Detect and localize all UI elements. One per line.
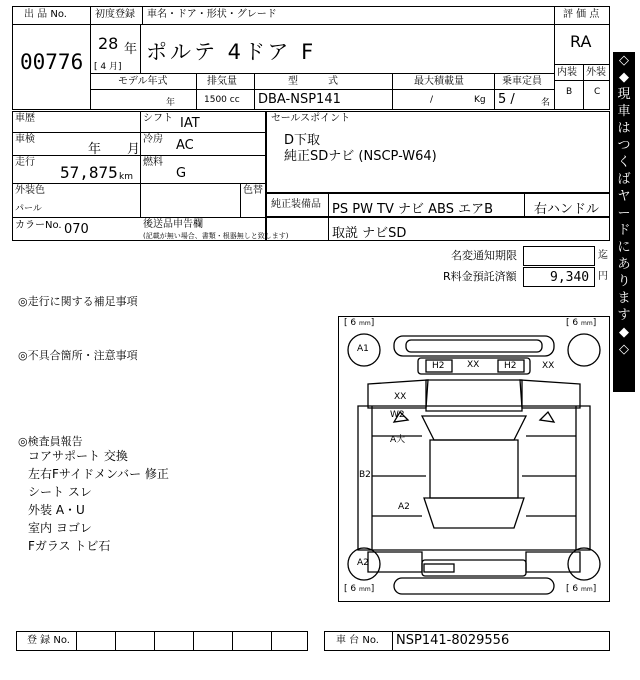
model-code-value: DBA-NSP141: [258, 92, 341, 107]
car-outline: [338, 316, 610, 602]
banner-char: ヤ: [617, 189, 631, 204]
tire-rear-right-depth: [ 6 mm]: [566, 584, 597, 594]
inspector-report-label: ◎検査員報告: [18, 435, 83, 448]
banner-char: ◇: [619, 342, 629, 357]
inspector-report-list: [28, 447, 169, 555]
mark-front-left: A1: [357, 344, 369, 354]
registration-label: 登 録 No.: [27, 635, 70, 646]
shift-label: シフト: [143, 113, 173, 124]
banner-char: ー: [617, 206, 631, 221]
capacity-unit: 名: [541, 98, 551, 108]
inspection-label: 車検: [15, 134, 35, 145]
name-change-label: 名変通知期限: [451, 249, 517, 262]
banner-char: す: [617, 308, 631, 323]
banner-char: ま: [617, 291, 631, 306]
banner-char: り: [617, 274, 631, 289]
model-year-label: モデル年式: [118, 76, 168, 87]
interior-grade: B: [566, 87, 573, 97]
exterior-color-label: 外装色: [15, 185, 45, 196]
mileage-label: 走行: [15, 157, 35, 168]
mark-side-left: B2: [359, 470, 371, 480]
max-load-unit: Kg: [474, 95, 486, 105]
exterior-color-value: パール: [15, 204, 42, 214]
exterior-label: 外装: [586, 67, 606, 78]
driving-notes-label: ◎走行に関する補足事項: [18, 295, 138, 308]
recycle-value: 9,340: [550, 270, 590, 285]
model-year-unit: 年: [166, 98, 176, 108]
model-code-label: 型 式: [288, 76, 338, 87]
banner-char: あ: [617, 257, 631, 272]
defects-label: ◎不具合箇所・注意事項: [18, 349, 138, 362]
sales-point-2: 純正SDナビ (NSCP-W64): [284, 149, 437, 164]
recolor-label: 色替: [243, 185, 263, 196]
displacement-label: 排気量: [207, 76, 237, 87]
first-registration-month: [ 4 月]: [94, 62, 122, 72]
banner-char: に: [617, 240, 631, 255]
manual-row: [266, 217, 610, 241]
steering-value: 右ハンドル: [534, 202, 600, 217]
mark-rear-left: A2: [357, 558, 369, 568]
shift-value: IAT: [180, 116, 200, 131]
displacement-value: 1500 cc: [204, 95, 240, 105]
lot-number-label: 出 品 No.: [24, 9, 67, 20]
name-change-unit: 迄: [598, 250, 608, 261]
name-change-field: [523, 246, 595, 266]
mark-hood: XX: [467, 360, 480, 370]
tire-rear-left-depth: [ 6 mm]: [344, 584, 375, 594]
tire-front-left-depth: [ 6 mm]: [344, 318, 375, 328]
ac-value: AC: [176, 138, 194, 153]
inspector-report-line: 室内 ヨゴレ: [28, 521, 92, 535]
max-load-label: 最大積載量: [414, 76, 464, 87]
inspector-report-line: シート スレ: [28, 485, 92, 499]
documents-label: 後送品申告欄: [143, 219, 203, 230]
mark-fender-left-xx: XX: [394, 392, 407, 402]
mark-fender-right: XX: [542, 361, 555, 371]
equipment-value: PS PW TV ナビ ABS エアB: [332, 202, 494, 217]
equipment-label: 純正装備品: [271, 199, 321, 210]
manual-value: 取説 ナビSD: [332, 226, 407, 241]
banner-char: 現: [617, 87, 631, 102]
mark-rear-side-left: A2: [398, 502, 410, 512]
lot-number: 00776: [20, 50, 84, 74]
max-load-slash: /: [430, 95, 434, 105]
banner-char: 車: [617, 104, 631, 119]
capacity-label: 乗車定員: [502, 76, 542, 87]
documents-note: (記載が無い場合、書類・根器無しと致します): [143, 232, 289, 240]
mileage-value: 57,875: [60, 163, 118, 182]
overall-score: RA: [570, 32, 592, 51]
yard-location-banner: [613, 52, 635, 392]
inspector-report-line: Fガラス トビ石: [28, 539, 111, 553]
chassis-number: NSP141-8029556: [396, 633, 510, 648]
sales-point-1: D下取: [284, 133, 321, 148]
banner-char: ド: [617, 223, 631, 238]
capacity-value: 5 /: [498, 92, 515, 107]
history-label: 車歴: [15, 113, 35, 124]
vehicle-name: ポルテ 4ドア F: [146, 40, 317, 64]
first-registration-label: 初度登録: [95, 9, 135, 20]
interior-label: 内装: [557, 67, 577, 78]
banner-char: ◇: [619, 53, 629, 68]
color-number-label: カラーNo.: [15, 220, 62, 231]
mark-headlight-left: H2: [432, 361, 445, 371]
banner-char: は: [617, 121, 631, 136]
vehicle-name-label: 車名・ドア・形状・グレード: [147, 9, 277, 20]
inspection-value: 年 月: [88, 142, 141, 157]
sales-point-label: セールスポイント: [271, 113, 351, 124]
chassis-label: 車 台 No.: [336, 635, 379, 646]
inspector-report-line: コアサポート 交換: [28, 449, 128, 463]
recycle-unit: 円: [598, 271, 608, 282]
inspector-report-line: 外装 A・U: [28, 503, 85, 517]
mark-headlight-right: H2: [504, 361, 517, 371]
first-registration-year-unit: 年: [124, 42, 138, 57]
score-label: 評 価 点: [563, 9, 600, 20]
mark-windshield: W2: [390, 410, 405, 420]
banner-char: つ: [617, 138, 631, 153]
mark-roof: A大: [390, 435, 406, 445]
banner-char: ◆: [619, 70, 629, 85]
banner-char: く: [617, 155, 631, 170]
exterior-grade: C: [594, 87, 601, 97]
color-number-value: 070: [64, 222, 89, 237]
banner-char: ば: [617, 172, 631, 187]
inspector-report-line: 左右Fサイドメンバー 修正: [28, 467, 169, 481]
banner-char: ◆: [619, 325, 629, 340]
ac-label: 冷房: [143, 134, 163, 145]
fuel-value: G: [176, 166, 187, 181]
tire-front-right-depth: [ 6 mm]: [566, 318, 597, 328]
mileage-unit: km: [119, 172, 133, 182]
fuel-label: 燃料: [143, 157, 163, 168]
first-registration-year: 28: [98, 34, 119, 53]
recycle-label: R料金預託済額: [443, 270, 517, 283]
